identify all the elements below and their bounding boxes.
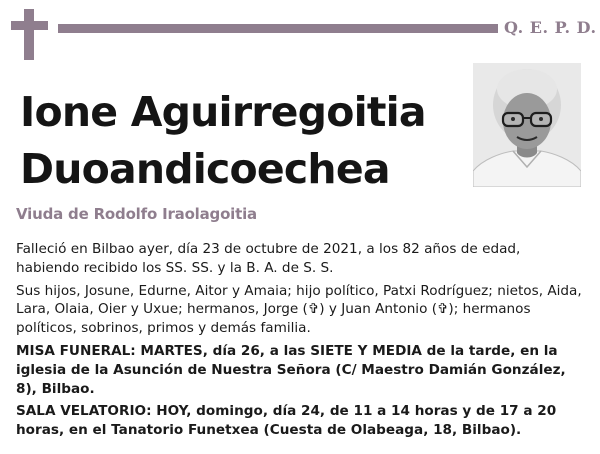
name-line-1: Ione Aguirregoitia — [20, 88, 426, 136]
funeral-paragraph: MISA FUNERAL: MARTES, día 26, a las SIETE Y MEDIA de la tarde, en la iglesia de la Asunción de Nuestra Señora (C/ Maestro Damián González, 8), Bilbao. — [16, 342, 566, 397]
portrait-illustration — [473, 63, 581, 187]
obituary-body — [16, 240, 586, 444]
cross-horizontal-bar — [11, 21, 48, 30]
death-paragraph: Falleció en Bilbao ayer, día 23 de octubre de 2021, a los 82 años de edad, habiendo recibido los SS. SS. y la B. A. de S. S. — [16, 241, 521, 276]
wake-paragraph: SALA VELATORIO: HOY, domingo, día 24, de 11 a 14 horas y de 17 a 20 horas, en el Tanatorio Funetxea (Cuesta de Olabeaga, 18, Bilbao). — [16, 403, 557, 439]
name-line-2: Duoandicoechea — [20, 145, 390, 193]
widow-subtitle: Viuda de Rodolfo Iraolagoitia — [16, 205, 257, 223]
header-rule — [58, 24, 498, 33]
portrait-photo — [473, 63, 581, 187]
deceased-name — [20, 84, 460, 198]
cross-vertical-bar — [24, 9, 34, 60]
qepd-label: Q. E. P. D. — [504, 18, 597, 37]
family-paragraph: Sus hijos, Josune, Edurne, Aitor y Amaia; hijo político, Patxi Rodríguez; nietos, Aida, Lara, Olaia, Oier y Uxue; hermanos, Jorge (✞) y Juan Antonio (✞); hermanos políticos, sobrinos, primos y demás familia. — [16, 282, 582, 337]
